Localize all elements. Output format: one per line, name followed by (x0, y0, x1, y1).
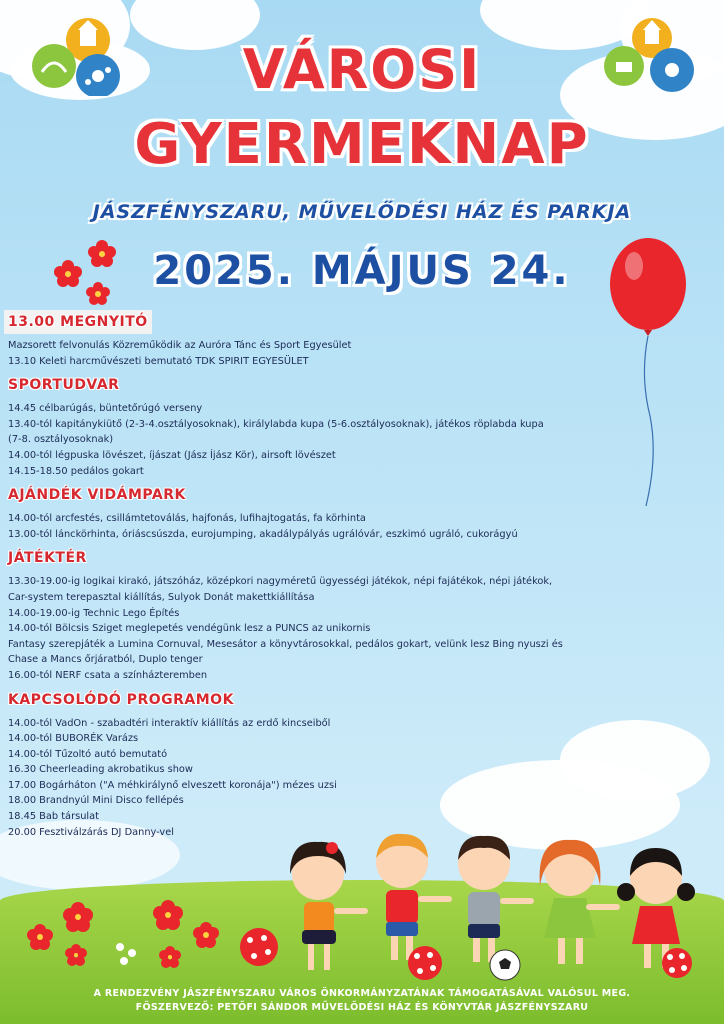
footer-line: FŐSZERVEZŐ: PETŐFI SÁNDOR MŰVELŐDÉSI HÁZ ÉS KÖNYVTÁR JÁSZFÉNYSZARU (135, 1002, 589, 1013)
section-heading: SPORTUDVAR (8, 377, 120, 394)
list-item: 18.45 Bab társulat (8, 811, 99, 823)
list-item: 14.00-19.00-ig Technic Lego Építés (8, 607, 180, 619)
ball-icon (406, 944, 444, 982)
footer-line: A RENDEZVÉNY JÁSZFÉNYSZARU VÁROS ÖNKORMÁNYZATÁNAK TÁMOGATÁSÁVAL VALÓSUL MEG. (93, 988, 631, 999)
list-item: 14.00-tól arcfestés, csillámtetoválás, hajfonás, lufihajtogatás, fa körhinta (8, 513, 366, 525)
list-item: 16.30 Cheerleading akrobatikus show (8, 764, 193, 776)
section-heading: AJÁNDÉK VIDÁMPARK (8, 487, 186, 504)
program-list (8, 310, 668, 844)
list-item: 13.00-tól lánckörhinta, óriáscsúszda, eurojumping, akadálypályás ugrálóvár, eszkimó ugráló, cukorágyú (8, 528, 518, 540)
list-item: Car-system terepasztal kiállítás, Sulyok Donát makettkiállítása (8, 591, 315, 603)
section-heading: 13.00 MEGNYITÓ (4, 310, 152, 334)
section-items (8, 401, 668, 479)
list-item: 14.45 célbarúgás, büntetőrúgó verseny (8, 403, 203, 415)
section-heading: KAPCSOLÓDÓ PROGRAMOK (8, 691, 234, 708)
list-item: 14.00-tól VadOn - szabadtéri interaktív kiállítás az erdő kincseiből (8, 717, 331, 729)
list-item: 17.00 Bogárháton ("A méhkirálynő elveszett koronája") mézes uzsi (8, 779, 337, 791)
section-items (8, 338, 668, 369)
list-item: Chase a Mancs őrjáratból, Duplo tenger (8, 654, 203, 666)
section-items (8, 511, 668, 542)
flower-icon (50, 236, 130, 311)
list-item: 14.15-18.50 pedálos gokart (8, 465, 144, 477)
list-item: (7-8. osztályosoknak) (8, 434, 114, 446)
list-item: 16.00-tól NERF csata a színházteremben (8, 669, 208, 681)
section-heading: JÁTÉKTÉR (8, 550, 87, 567)
title-line-1: VÁROSI (242, 38, 482, 101)
list-item: 18.00 Brandnyúl Mini Disco fellépés (8, 795, 184, 807)
footer-credits (0, 987, 724, 1015)
list-item: Fantasy szerepjáték a Lumina Cornuval, Mesesátor a könyvtárosokkal, pedálos gokart, velünk lesz Bing nyuszi és (8, 638, 563, 650)
section-items (8, 574, 668, 683)
section-items (8, 716, 668, 841)
list-item: Mazsorett felvonulás Közreműködik az Auróra Tánc és Sport Egyesület (8, 340, 352, 351)
list-item: 14.00-tól Bölcsis Sziget meglepetés vendégünk lesz a PUNCS az unikornis (8, 623, 371, 635)
event-date: 2025. MÁJUS 24. (153, 248, 571, 294)
list-item: 14.00-tól Tűzoltó autó bemutató (8, 748, 168, 760)
ball-icon (238, 926, 280, 968)
list-item: 13.40-tól kapitánykiütő (2-3-4.osztályosoknak), királylabda kupa (5-6.osztályosoknak), játékos röplabda kupa (8, 418, 544, 430)
flower-icon (20, 895, 230, 985)
list-item: 13.10 Keleti harcművészeti bemutató TDK SPIRIT EGYESÜLET (8, 355, 309, 367)
list-item: 14.00-tól légpuska lövészet, íjászat (Jász Íjász Kör), airsoft lövészet (8, 449, 336, 461)
ball-icon (488, 948, 522, 982)
ball-icon (660, 946, 694, 980)
list-item: 14.00-tól BUBORÉK Varázs (8, 733, 139, 745)
list-item: 20.00 Fesztiválzárás DJ Danny-vel (8, 826, 174, 838)
list-item: 13.30-19.00-ig logikai kirakó, játszóház, középkori nagyméretű ügyességi játékok, népi fajátékok, népi játékok, (8, 576, 553, 588)
event-location: JÁSZFÉNYSZARU, MŰVELŐDÉSI HÁZ ÉS PARKJA (92, 201, 632, 223)
title-line-2: GYERMEKNAP (134, 112, 590, 177)
